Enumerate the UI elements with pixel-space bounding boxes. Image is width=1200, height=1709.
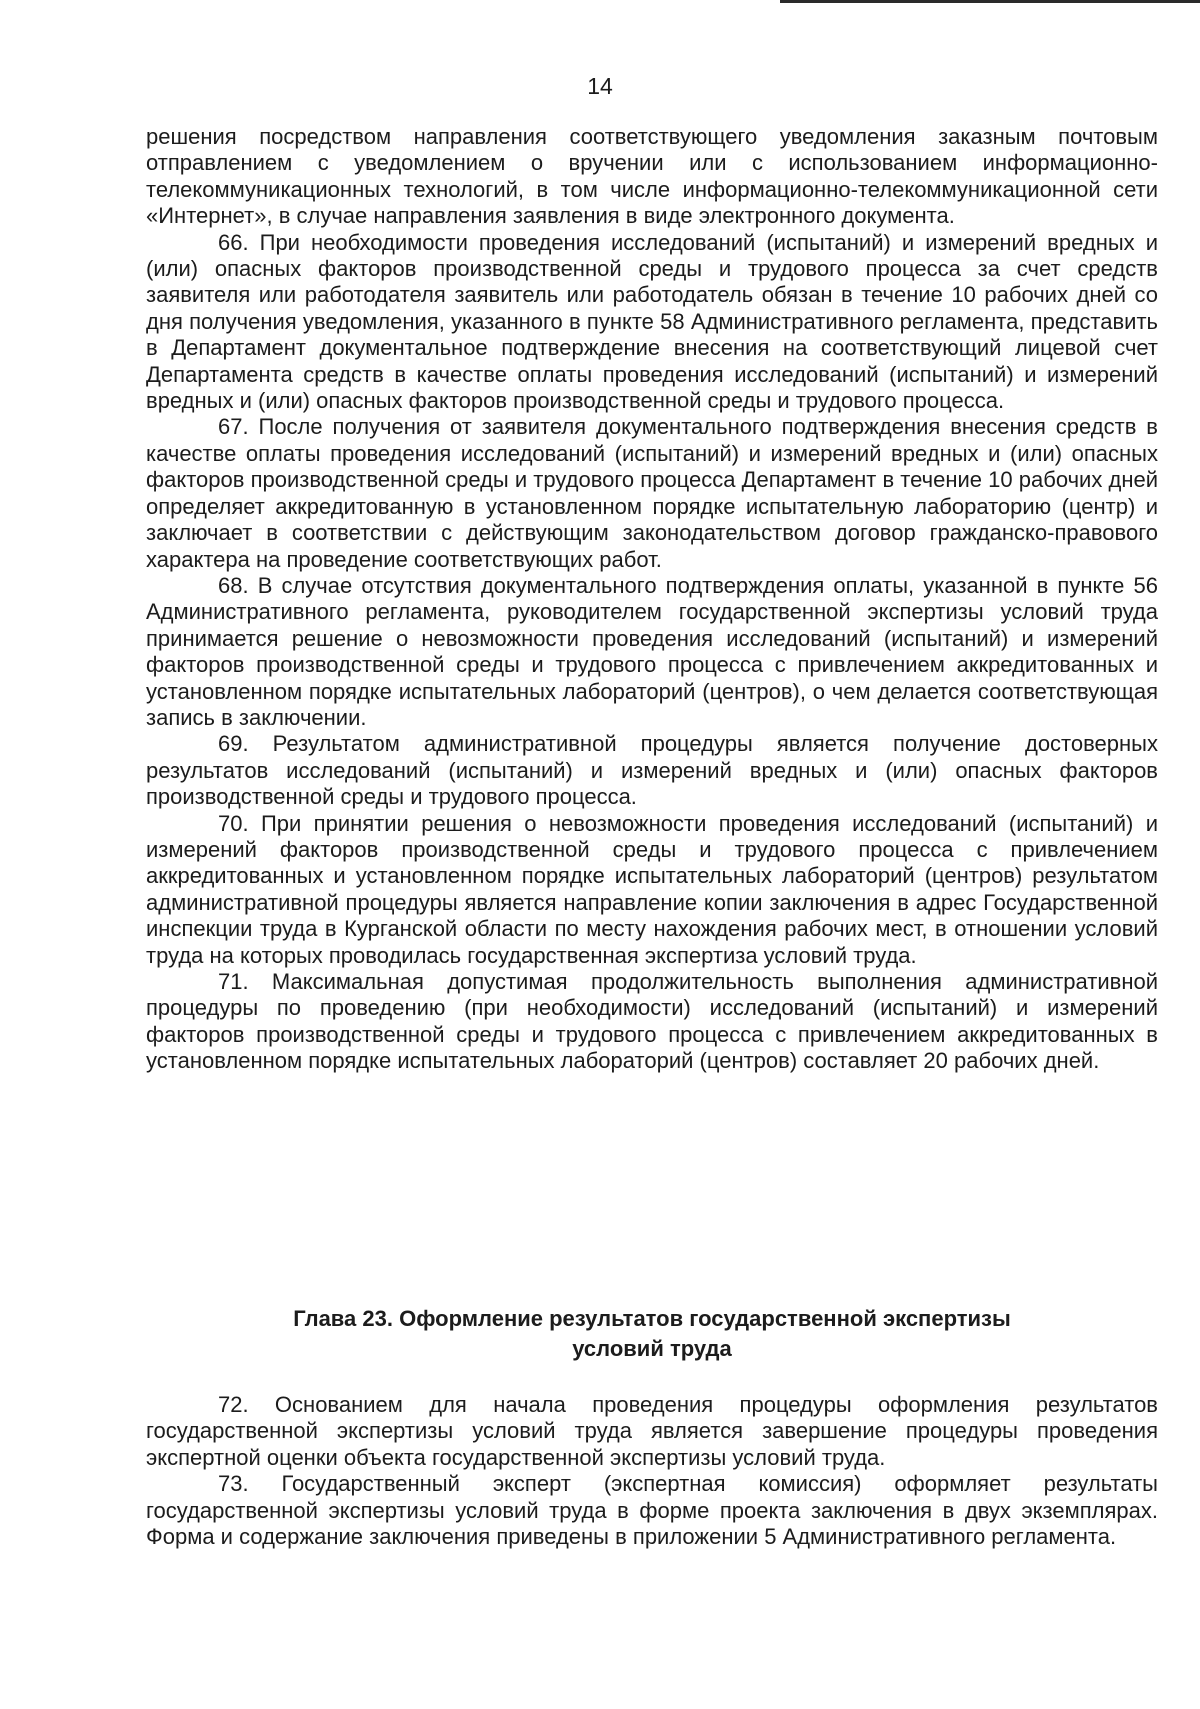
chapter-heading-line-2: условий труда <box>572 1336 732 1361</box>
paragraph-73: 73. Государственный эксперт (экспертная комиссия) оформляет результаты государственной экспертизы условий труда в форме проекта заключения в двух экземплярах. Форма и содержание заключения приведены в приложении 5 Административного регламента. <box>146 1471 1158 1550</box>
paragraph-68: 68. В случае отсутствия документального подтверждения оплаты, указанной в пункте 56 Административного регламента, руководителем государственной экспертизы условий труда принимается решение о невозможности проведения исследований (испытаний) и измерений факторов производственной среды и трудового процесса с привлечением аккредитованных и установленном порядке испытательных лабораторий (центров), о чем делается соответствующая запись в заключении. <box>146 572 1158 730</box>
chapter-heading-line-1: Глава 23. Оформление результатов государственной экспертизы <box>293 1306 1011 1331</box>
paragraph-72: 72. Основанием для начала проведения процедуры оформления результатов государственной экспертизы условий труда является завершение процедуры проведения экспертной оценки объекта государственной экспертизы условий труда. <box>146 1392 1158 1470</box>
chapter-body <box>146 1392 1158 1550</box>
paragraph-69: 69. Результатом административной процедуры является получение достоверных результатов исследований (испытаний) и измерений вредных и (или) опасных факторов производственной среды и трудового процесса. <box>146 731 1158 810</box>
page-number: 14 <box>587 73 613 99</box>
paragraph-67: 67. После получения от заявителя документального подтверждения внесения средств в качестве оплаты проведения исследований (испытаний) и измерений вредных и (или) опасных факторов производственной среды и трудового процесса Департамент в течение 10 рабочих дней определяет аккредитованную в установленном порядке испытательную лабораторию (центр) и заключает в соответствии с действующим законодательством договор гражданско-правового характера на проведение соответствующих работ. <box>146 414 1158 572</box>
paragraph-71: 71. Максимальная допустимая продолжительность выполнения административной процедуры по проведению (при необходимости) исследований (испытаний) и измерений факторов производственной среды и трудового процесса с привлечением аккредитованных в установленном порядке испытательных лабораторий (центров) составляет 20 рабочих дней. <box>146 969 1158 1074</box>
scan-top-edge-line <box>780 0 1200 3</box>
paragraph-continuation: решения посредством направления соответствующего уведомления заказным почтовым отправлением с уведомлением о вручении или с использованием информационно-телекоммуникационных технологий, в том числе информационно-телекоммуникационной сети «Интернет», в случае направления заявления в виде электронного документа. <box>146 124 1158 229</box>
chapter-heading <box>146 1304 1158 1364</box>
document-body <box>146 124 1158 1075</box>
paragraph-66: 66. При необходимости проведения исследований (испытаний) и измерений вредных и (или) опасных факторов производственной среды и трудового процесса за счет средств заявителя или работодателя заявитель или работодатель обязан в течение 10 рабочих дней со дня получения уведомления, указанного в пункте 58 Административного регламента, представить в Департамент документальное подтверждение внесения на соответствующий лицевой счет Департамента средств в качестве оплаты проведения исследований (испытаний) и измерений вредных и (или) опасных факторов производственной среды и трудового процесса. <box>146 229 1158 414</box>
paragraph-70: 70. При принятии решения о невозможности проведения исследований (испытаний) и измерений факторов производственной среды и трудового процесса с привлечением аккредитованных и установленном порядке испытательных лабораторий (центров) результатом административной процедуры является направление копии заключения в адрес Государственной инспекции труда в Курганской области по месту нахождения рабочих мест, в отношении условий труда на которых проводилась государственная экспертиза условий труда. <box>146 810 1158 968</box>
